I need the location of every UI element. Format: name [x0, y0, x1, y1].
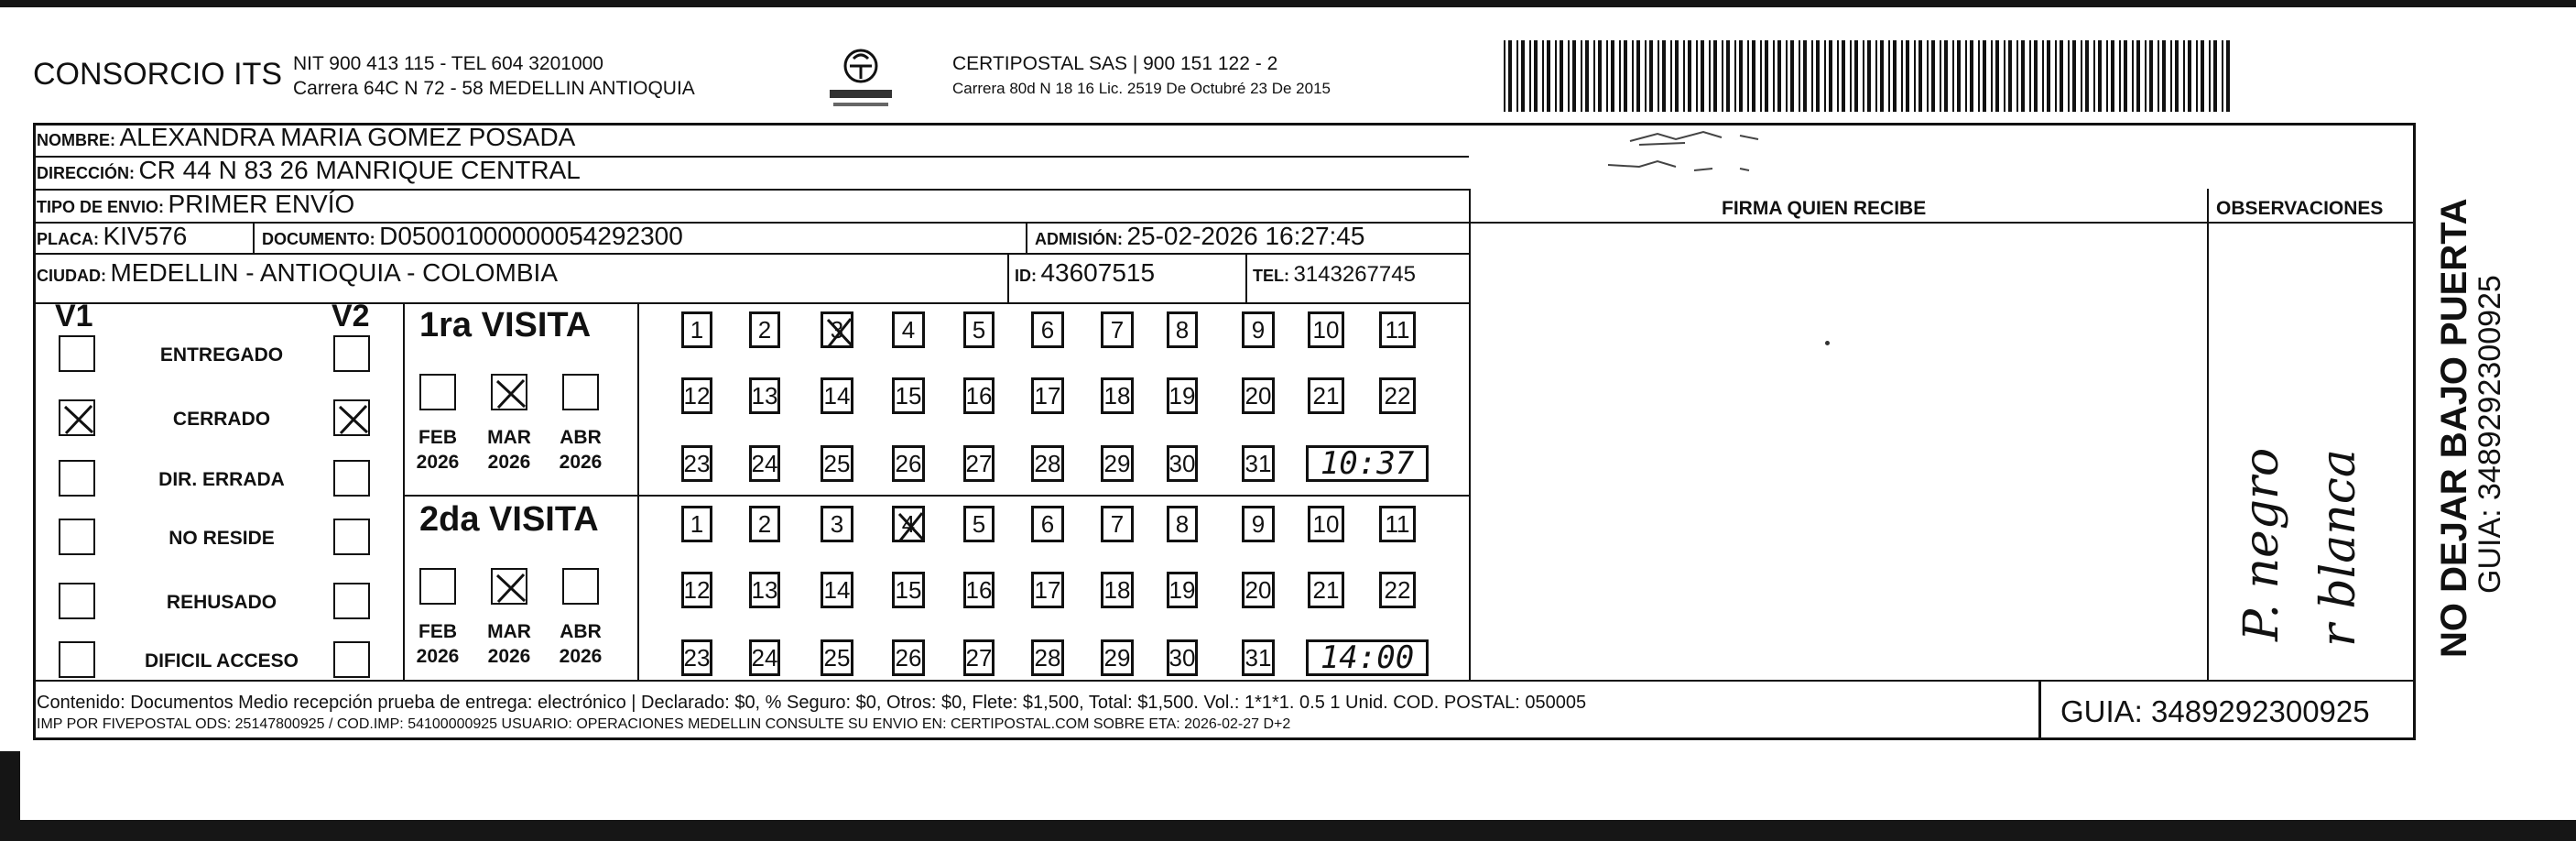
documento-label: DOCUMENTO: — [262, 230, 375, 248]
month-label — [482, 425, 537, 475]
day-5[interactable]: 5 — [963, 506, 995, 542]
no-dejar-warning: NO DEJAR BAJO PUERTA — [2434, 198, 2474, 658]
tipo-envio-value: PRIMER ENVÍO — [168, 190, 355, 218]
direccion-field — [37, 156, 581, 185]
scan-noise — [1621, 125, 1786, 148]
v1-label: V1 — [55, 299, 93, 333]
certipostal-logo — [824, 46, 897, 112]
signature-mark — [1825, 341, 1830, 345]
day-1[interactable]: 1 — [681, 311, 712, 348]
day-14[interactable]: 14 — [821, 377, 853, 414]
day-12[interactable]: 12 — [681, 377, 712, 414]
month-checkbox[interactable] — [419, 568, 456, 605]
day-11[interactable]: 11 — [1379, 506, 1416, 542]
tel-field — [1253, 262, 1416, 288]
day-10[interactable]: 10 — [1308, 506, 1344, 542]
day-30[interactable]: 30 — [1167, 445, 1198, 482]
tel-label: TEL: — [1253, 267, 1289, 285]
day-14[interactable]: 14 — [821, 572, 853, 608]
day-10[interactable]: 10 — [1308, 311, 1344, 348]
scan-edge-bottom — [0, 820, 2576, 841]
placa-field — [37, 222, 187, 251]
scan-noise — [1603, 156, 1758, 176]
day-6[interactable]: 6 — [1031, 311, 1064, 348]
day-16[interactable]: 16 — [963, 572, 995, 608]
day-26[interactable]: 26 — [892, 639, 925, 676]
v1-checkbox[interactable] — [59, 519, 95, 555]
cross-mark — [493, 376, 529, 412]
day-1[interactable]: 1 — [681, 506, 712, 542]
month-name: ABR — [560, 621, 602, 642]
v1-checkbox[interactable] — [59, 399, 95, 436]
col-divider — [1026, 222, 1027, 255]
tipo-envio-field — [37, 190, 354, 219]
courier-name: CERTIPOSTAL SAS | 900 151 122 - 2 — [952, 53, 1278, 74]
day-19[interactable]: 19 — [1167, 572, 1198, 608]
admision-value: 25-02-2026 16:27:45 — [1126, 222, 1365, 250]
day-9[interactable]: 9 — [1242, 506, 1275, 542]
day-13[interactable]: 13 — [749, 377, 780, 414]
day-17[interactable]: 17 — [1031, 572, 1064, 608]
day-28[interactable]: 28 — [1031, 639, 1064, 676]
documento-value: D05001000000054292300 — [379, 222, 683, 250]
day-2[interactable]: 2 — [749, 311, 780, 348]
day-23[interactable]: 23 — [681, 639, 712, 676]
month-name: ABR — [560, 427, 602, 448]
day-16[interactable]: 16 — [963, 377, 995, 414]
cross-mark — [335, 401, 372, 438]
month-checkbox[interactable] — [419, 374, 456, 410]
observaciones-header: OBSERVACIONES — [2216, 198, 2384, 219]
nombre-field — [37, 123, 575, 152]
month-name: FEB — [418, 621, 457, 642]
day-12[interactable]: 12 — [681, 572, 712, 608]
day-27[interactable]: 27 — [963, 445, 995, 482]
footer-imp: IMP POR FIVEPOSTAL ODS: 25147800925 / COD.IMP: 54100000925 USUARIO: OPERACIONES MEDELLIN CONSULTE SU ENVIO EN: CERTIPOSTAL.COM SOBRE ETA: 2026-02-27 D+2 — [37, 716, 1291, 732]
day-13[interactable]: 13 — [749, 572, 780, 608]
nit-line: NIT 900 413 115 - TEL 604 3201000 — [293, 53, 603, 74]
day-26[interactable]: 26 — [892, 445, 925, 482]
day-15[interactable]: 15 — [892, 572, 925, 608]
row-divider — [33, 302, 1469, 304]
visit-time[interactable]: 14:00 — [1306, 639, 1429, 676]
footer-content: Contenido: Documentos Medio recepción prueba de entrega: electrónico | Declarado: $0, % Seguro: $0, Otros: $0, Flete: $1,500, Total: $1,500. Vol.: 1*1*1. 0.5 1 Unid. COD. POSTAL: 050005 — [37, 693, 1587, 713]
status-label: REHUSADO — [166, 592, 277, 613]
visit-time[interactable]: 10:37 — [1306, 445, 1429, 482]
day-28[interactable]: 28 — [1031, 445, 1064, 482]
col-divider — [1245, 253, 1247, 302]
v2-checkbox[interactable] — [333, 641, 370, 678]
status-label: DIR. ERRADA — [158, 469, 285, 490]
day-8[interactable]: 8 — [1167, 311, 1198, 348]
day-20[interactable]: 20 — [1242, 377, 1275, 414]
ciudad-value: MEDELLIN - ANTIOQUIA - COLOMBIA — [110, 258, 558, 287]
admision-field — [1035, 222, 1364, 251]
day-15[interactable]: 15 — [892, 377, 925, 414]
col-divider — [403, 302, 405, 680]
month-year: 2026 — [416, 452, 460, 473]
courier-address: Carrera 80d N 18 16 Lic. 2519 De Octubré 23 De 2015 — [952, 80, 1331, 97]
day-21[interactable]: 21 — [1308, 377, 1344, 414]
visit-title: 2da VISITA — [419, 500, 599, 539]
month-label — [410, 619, 465, 669]
col-divider — [2207, 189, 2209, 681]
visit-divider — [403, 495, 1469, 497]
day-7[interactable]: 7 — [1101, 311, 1134, 348]
cross-mark — [60, 401, 97, 438]
day-30[interactable]: 30 — [1167, 639, 1198, 676]
ciudad-label: CIUDAD: — [37, 267, 106, 285]
month-year: 2026 — [559, 452, 603, 473]
month-year: 2026 — [559, 646, 603, 667]
ciudad-field — [37, 258, 558, 288]
month-checkbox[interactable] — [491, 568, 527, 605]
cross-mark — [823, 314, 856, 351]
visit-title: 1ra VISITA — [419, 306, 592, 344]
month-label — [410, 425, 465, 475]
guia-number: GUIA: 3489292300925 — [2060, 694, 2370, 728]
placa-label: PLACA: — [37, 230, 99, 248]
day-31[interactable]: 31 — [1242, 639, 1275, 676]
month-checkbox[interactable] — [562, 374, 599, 410]
observaciones-note-2: r blanca — [2311, 449, 2366, 647]
col-divider — [637, 302, 639, 680]
day-22[interactable]: 22 — [1379, 572, 1416, 608]
day-17[interactable]: 17 — [1031, 377, 1064, 414]
month-name: MAR — [487, 621, 531, 642]
month-year: 2026 — [416, 646, 460, 667]
delivery-form — [33, 123, 2416, 740]
id-value: 43607515 — [1040, 258, 1156, 287]
day-22[interactable]: 22 — [1379, 377, 1416, 414]
status-label: DIFICIL ACCESO — [144, 650, 299, 672]
day-24[interactable]: 24 — [749, 639, 780, 676]
direccion-label: DIRECCIÓN: — [37, 164, 135, 182]
id-label: ID: — [1015, 267, 1037, 285]
day-25[interactable]: 25 — [821, 639, 853, 676]
month-label — [482, 619, 537, 669]
barcode — [1502, 40, 2234, 112]
v1-checkbox[interactable] — [59, 641, 95, 678]
day-25[interactable]: 25 — [821, 445, 853, 482]
day-9[interactable]: 9 — [1242, 311, 1275, 348]
admision-label: ADMISIÓN: — [1035, 230, 1123, 248]
scan-edge-top — [0, 0, 2576, 7]
day-7[interactable]: 7 — [1101, 506, 1134, 542]
month-name: FEB — [418, 427, 457, 448]
day-24[interactable]: 24 — [749, 445, 780, 482]
day-23[interactable]: 23 — [681, 445, 712, 482]
day-4[interactable]: 4 — [892, 311, 925, 348]
day-29[interactable]: 29 — [1101, 639, 1134, 676]
placa-value: KIV576 — [103, 222, 188, 250]
nombre-label: NOMBRE: — [37, 131, 115, 149]
day-3[interactable]: 3 — [821, 311, 853, 348]
day-6[interactable]: 6 — [1031, 506, 1064, 542]
documento-field — [262, 222, 683, 251]
firma-header: FIRMA QUIEN RECIBE — [1722, 198, 1927, 219]
tel-value: 3143267745 — [1293, 262, 1416, 287]
month-checkbox[interactable] — [491, 374, 527, 410]
month-year: 2026 — [487, 452, 531, 473]
v1-checkbox[interactable] — [59, 460, 95, 497]
direccion-value: CR 44 N 83 26 MANRIQUE CENTRAL — [138, 156, 581, 184]
nombre-value: ALEXANDRA MARIA GOMEZ POSADA — [119, 123, 576, 151]
day-4[interactable]: 4 — [892, 506, 925, 542]
v2-checkbox[interactable] — [333, 335, 370, 372]
v2-checkbox[interactable] — [333, 460, 370, 497]
company-info — [293, 51, 695, 101]
day-21[interactable]: 21 — [1308, 572, 1344, 608]
v2-checkbox[interactable] — [333, 583, 370, 619]
company-address: Carrera 64C N 72 - 58 MEDELLIN ANTIOQUIA — [293, 78, 695, 99]
col-divider — [1007, 253, 1009, 302]
side-guia: GUIA: 3489292300925 — [2473, 275, 2507, 594]
row-divider — [2207, 222, 2416, 224]
day-19[interactable]: 19 — [1167, 377, 1198, 414]
month-label — [553, 425, 608, 475]
id-field — [1015, 258, 1155, 288]
day-8[interactable]: 8 — [1167, 506, 1198, 542]
month-year: 2026 — [487, 646, 531, 667]
v2-label: V2 — [332, 299, 370, 333]
company-name: CONSORCIO ITS — [33, 57, 283, 92]
v1-checkbox[interactable] — [59, 335, 95, 372]
courier-info — [952, 51, 1331, 101]
cross-mark — [895, 508, 928, 545]
day-29[interactable]: 29 — [1101, 445, 1134, 482]
month-name: MAR — [487, 427, 531, 448]
day-18[interactable]: 18 — [1101, 572, 1134, 608]
day-5[interactable]: 5 — [963, 311, 995, 348]
v2-checkbox[interactable] — [333, 519, 370, 555]
status-label: NO RESIDE — [168, 528, 275, 549]
month-label — [553, 619, 608, 669]
day-20[interactable]: 20 — [1242, 572, 1275, 608]
tipo-envio-label: TIPO DE ENVIO: — [37, 198, 165, 216]
day-31[interactable]: 31 — [1242, 445, 1275, 482]
day-11[interactable]: 11 — [1379, 311, 1416, 348]
col-divider — [1469, 189, 1471, 681]
month-checkbox[interactable] — [562, 568, 599, 605]
day-27[interactable]: 27 — [963, 639, 995, 676]
day-2[interactable]: 2 — [749, 506, 780, 542]
observaciones-note-1: P. negro — [2234, 447, 2289, 641]
cross-mark — [493, 570, 529, 606]
day-3[interactable]: 3 — [821, 506, 853, 542]
v1-checkbox[interactable] — [59, 583, 95, 619]
col-divider — [253, 222, 255, 255]
v2-checkbox[interactable] — [333, 399, 370, 436]
day-18[interactable]: 18 — [1101, 377, 1134, 414]
row-divider — [33, 253, 1469, 255]
status-label: CERRADO — [172, 409, 271, 430]
status-label: ENTREGADO — [159, 344, 284, 366]
